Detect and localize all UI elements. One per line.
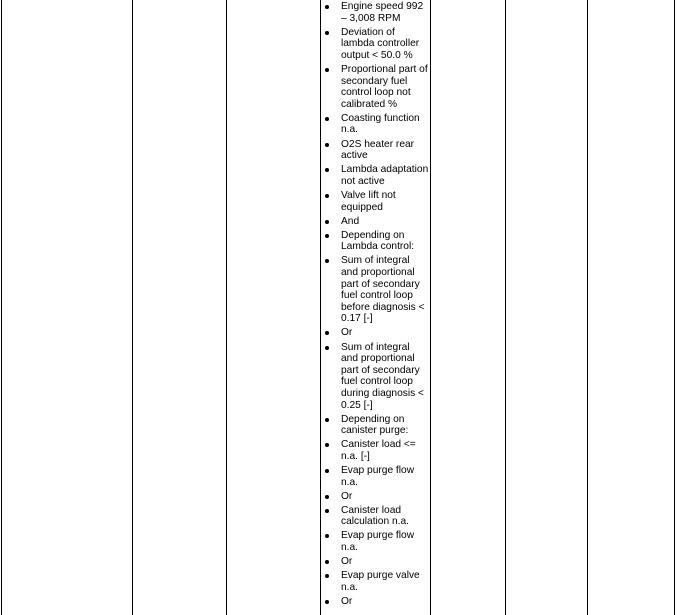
bullet-icon: [325, 220, 329, 224]
enable-conditions-cell: [321, 0, 429, 610]
list-item-text: Or: [341, 327, 353, 339]
list-item: [321, 230, 429, 253]
bullet-icon: [325, 117, 329, 121]
column-divider: [226, 0, 227, 615]
list-item-text: Depending on canister purge:: [341, 413, 409, 437]
bullet-icon: [325, 574, 329, 578]
bullet-icon: [325, 31, 329, 35]
bullet-icon: [325, 143, 329, 147]
enable-conditions-list: [321, 0, 429, 608]
list-item-text: Canister load calculation n.a.: [341, 504, 409, 528]
list-item: [321, 530, 429, 553]
bullet-icon: [325, 68, 329, 72]
list-item: [321, 556, 429, 568]
list-item-text: Valve lift not equipped: [341, 189, 396, 213]
list-item: [321, 113, 429, 136]
column-divider: [430, 0, 431, 615]
list-item: [321, 439, 429, 462]
list-item-text: Sum of integral and proportional part of secondary fuel control loop before diagnosis < 0.17 [-]: [341, 255, 425, 325]
list-item-text: Engine speed 992 – 3,008 RPM: [341, 1, 424, 24]
list-item-text: Evap purge flow n.a.: [341, 464, 415, 488]
bullet-icon: [325, 495, 329, 499]
list-item-text: Evap purge flow n.a.: [341, 530, 415, 554]
list-item-text: Or: [341, 556, 353, 568]
column-divider: [1, 0, 2, 615]
bullet-icon: [325, 168, 329, 172]
bullet-icon: [325, 234, 329, 238]
list-item: [321, 64, 429, 110]
list-item: [321, 139, 429, 162]
list-item: [321, 596, 429, 608]
bullet-icon: [325, 331, 329, 335]
list-item-text: Sum of integral and proportional part of secondary fuel control loop during diagnosis < 0.25 [-]: [341, 341, 424, 411]
list-item: [321, 342, 429, 412]
column-divider: [674, 0, 675, 615]
list-item-text: Or: [341, 595, 353, 607]
list-item: [321, 414, 429, 437]
bullet-icon: [325, 509, 329, 513]
list-item: [321, 27, 429, 62]
list-item: [321, 255, 429, 325]
bullet-icon: [325, 259, 329, 263]
list-item-text: Lambda adaptation not active: [341, 164, 429, 187]
bullet-icon: [325, 600, 329, 604]
list-item: [321, 216, 429, 228]
list-item: [321, 505, 429, 528]
list-item: [321, 190, 429, 213]
list-item-text: Proportional part of secondary fuel control loop not calibrated %: [341, 63, 428, 110]
list-item: [321, 570, 429, 593]
list-item-text: Canister load <= n.a. [-]: [341, 439, 416, 462]
bullet-icon: [325, 346, 329, 350]
column-divider: [505, 0, 506, 615]
list-item-text: O2S heater rear active: [341, 138, 415, 162]
bullet-icon: [325, 469, 329, 473]
list-item-text: Coasting function n.a.: [341, 112, 420, 136]
bullet-icon: [325, 194, 329, 198]
bullet-icon: [325, 443, 329, 447]
list-item-text: Depending on Lambda control:: [341, 229, 415, 253]
bullet-icon: [325, 418, 329, 422]
bullet-icon: [325, 560, 329, 564]
column-divider: [132, 0, 133, 615]
list-item: [321, 327, 429, 339]
list-item: [321, 164, 429, 187]
list-item-text: Deviation of lambda controller output < 50.0 %: [341, 26, 420, 61]
list-item-text: Or: [341, 490, 353, 502]
list-item: [321, 1, 429, 24]
column-divider: [587, 0, 588, 615]
bullet-icon: [325, 5, 329, 9]
list-item: [321, 465, 429, 488]
bullet-icon: [325, 534, 329, 538]
list-item-text: And: [341, 215, 360, 227]
list-item-text: Evap purge valve n.a.: [341, 570, 420, 593]
list-item: [321, 491, 429, 503]
